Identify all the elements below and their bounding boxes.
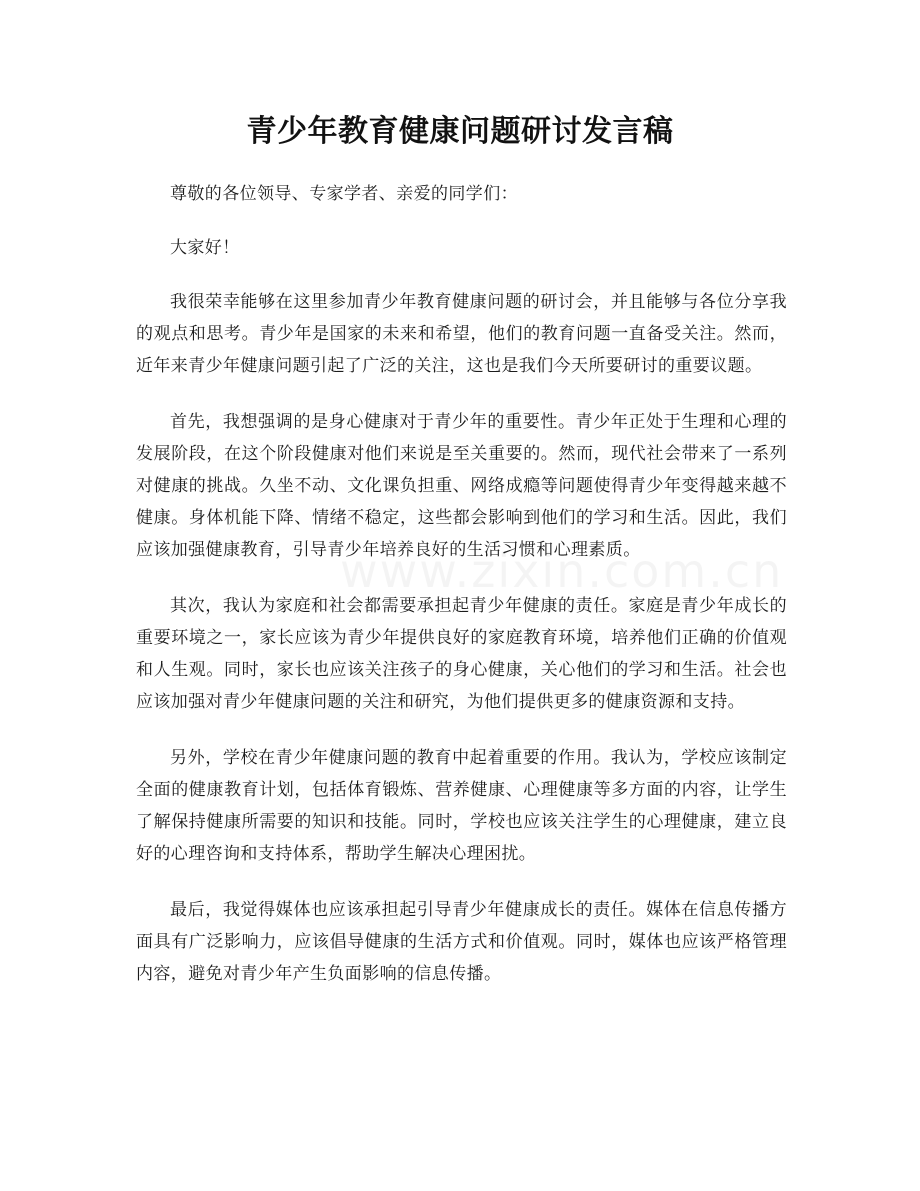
page-title: 青少年教育健康问题研讨发言稿 [246,114,674,149]
salutation: 尊敬的各位领导、专家学者、亲爱的同学们： [170,184,518,204]
greeting: 大家好！ [170,238,240,258]
paragraph-last: 最后，我觉得媒体也应该承担起引导青少年健康成长的责任。媒体在信息传播方面具有广泛影响力，应该倡导健康的生活方式和价值观。同时，媒体也应该严格管理内容，避免对青少年产生负面影响的信息传播。 [136,900,787,984]
paragraph-third: 另外，学校在青少年健康问题的教育中起着重要的作用。我认为，学校应该制定全面的健康教育计划，包括体育锻炼、营养健康、心理健康等多方面的内容，让学生了解保持健康所需要的知识和技能。同时，学校也应该关注学生的心理健康，建立良好的心理咨询和支持体系，帮助学生解决心理困扰。 [136,748,787,864]
paragraph-first: 首先，我想强调的是身心健康对于青少年的重要性。青少年正处于生理和心理的发展阶段，在这个阶段健康对他们来说是至关重要的。然而，现代社会带来了一系列对健康的挑战。久坐不动、文化课负担重、网络成瘾等问题使得青少年变得越来越不健康。身体机能下降、情绪不稳定，这些都会影响到他们的学习和生活。因此，我们应该加强健康教育，引导青少年培养良好的生活习惯和心理素质。 [136,412,787,560]
paragraph-intro: 我很荣幸能够在这里参加青少年教育健康问题的研讨会，并且能够与各位分享我的观点和思考。青少年是国家的未来和希望，他们的教育问题一直备受关注。然而，近年来青少年健康问题引起了广泛的关注，这也是我们今天所要研讨的重要议题。 [136,292,787,376]
paragraph-second: 其次，我认为家庭和社会都需要承担起青少年健康的责任。家庭是青少年成长的重要环境之一，家长应该为青少年提供良好的家庭教育环境，培养他们正确的价值观和人生观。同时，家长也应该关注孩子的身心健康，关心他们的学习和生活。社会也应该加强对青少年健康问题的关注和研究，为他们提供更多的健康资源和支持。 [136,596,787,712]
document-body [136,178,787,1014]
